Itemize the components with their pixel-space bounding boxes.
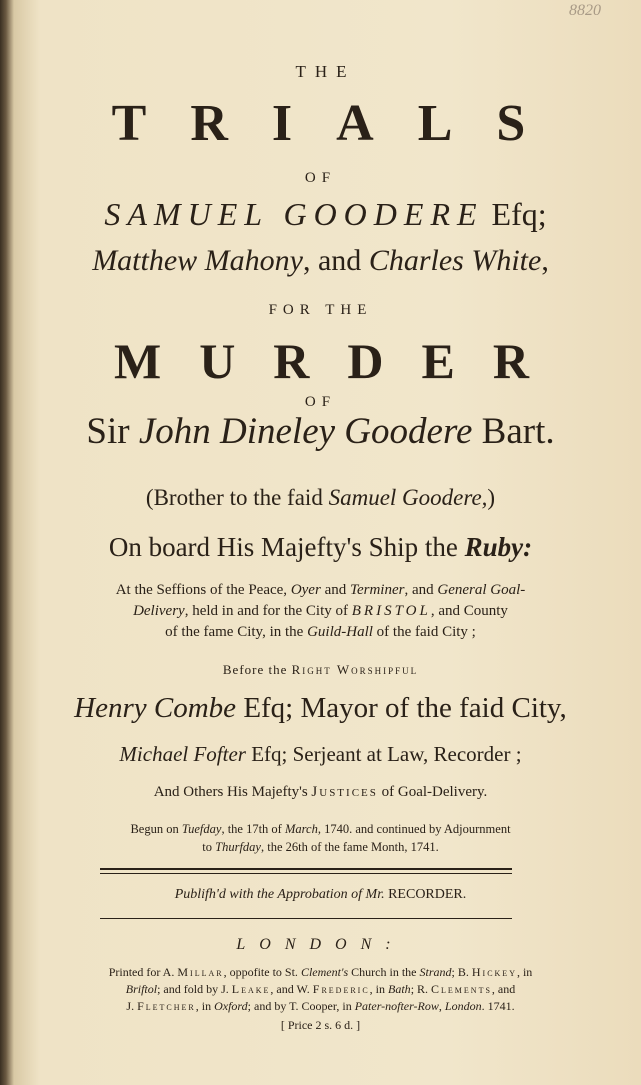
text: , and	[404, 582, 438, 598]
text: March	[284, 822, 318, 836]
brother-line	[0, 485, 641, 511]
text: , and W.	[270, 982, 313, 996]
text: Delivery	[133, 603, 185, 619]
text: Printed for A.	[108, 965, 178, 979]
text: Guild-Hall	[307, 624, 373, 640]
defendant-name: SAMUEL GOODERE	[104, 196, 484, 232]
text: Strand	[419, 965, 452, 979]
text: At the Seffions of the Peace,	[115, 582, 291, 598]
text: General Goal-	[437, 582, 526, 598]
mayor-title: Efq; Mayor of the faid City,	[236, 692, 567, 724]
title-of-2: OF	[304, 394, 337, 410]
single-rule	[100, 918, 512, 919]
text: Millar	[177, 965, 224, 979]
title-murder: MURDER	[114, 333, 567, 389]
approbation-line	[0, 887, 641, 903]
title-for-the: FOR THE	[268, 302, 373, 318]
imprint-line-1	[0, 964, 641, 981]
text: Publifh'd with the Approbation of Mr.	[174, 887, 385, 902]
imprint-line-3	[0, 998, 641, 1015]
brother-text: (Brother to the faid	[145, 485, 329, 510]
victim-name: John Dineley Goodere	[138, 411, 473, 452]
victim-suffix: Bart.	[472, 411, 555, 452]
text: ; and by T. Cooper, in	[247, 999, 355, 1013]
session-line-1	[0, 580, 641, 601]
text: London	[444, 999, 482, 1013]
recorder-name: Michael Fofter	[119, 742, 246, 766]
brother-name: Samuel Goodere,	[328, 485, 488, 510]
text: . 1741.	[481, 999, 515, 1013]
text: of the fame City, in the	[165, 624, 308, 640]
text: , and	[491, 982, 516, 996]
right-worshipful: Right Worshipful	[291, 662, 419, 677]
text: J.	[126, 999, 138, 1013]
text: , in	[516, 965, 533, 979]
justices: Justices	[311, 784, 378, 800]
victim-line	[0, 410, 641, 453]
imprint-city: LONDON:	[236, 936, 405, 953]
double-rule-top	[100, 868, 512, 870]
text: Fletcher	[137, 999, 196, 1013]
text: ; B.	[451, 965, 472, 979]
co-defendants	[0, 244, 641, 278]
recorder-line	[0, 742, 641, 767]
title-of-1: OF	[304, 170, 337, 186]
text: , 1740. and continued by Adjournment	[317, 822, 511, 836]
conjunction: , and	[302, 244, 369, 277]
text: , and County	[430, 603, 508, 619]
text: ,	[438, 999, 445, 1013]
title-the: THE	[295, 62, 356, 81]
text: , the 26th of the fame Month, 1741.	[260, 840, 439, 854]
text: of the faid City ;	[372, 624, 476, 640]
title-trials: TRIALS	[111, 95, 570, 152]
text: ; R.	[410, 982, 432, 996]
text: Hickey	[471, 965, 517, 979]
recorder-title: Efq; Serjeant at Law, Recorder ;	[245, 742, 522, 766]
text: Bath	[388, 982, 411, 996]
text: , held in and for the City of	[184, 603, 352, 619]
text: , oppofite to St.	[223, 965, 301, 979]
session-line-2	[0, 601, 641, 622]
co-defendant-2: Charles White	[368, 244, 542, 277]
text: , the 17th of	[221, 822, 285, 836]
victim-prefix: Sir	[86, 411, 139, 452]
text: And Others His Majefty's	[153, 784, 312, 800]
text: Frederic	[312, 982, 370, 996]
text: to	[202, 840, 216, 854]
dates-line-2	[0, 838, 641, 856]
text: Tuefday	[181, 822, 222, 836]
text: Church in the	[348, 965, 420, 979]
text: Begun on	[130, 822, 182, 836]
text: Clement's	[300, 965, 349, 979]
double-rule-bottom	[100, 873, 512, 874]
text: Pater-nofter-Row	[354, 999, 439, 1013]
imprint-paragraph	[0, 964, 641, 1015]
justices-line	[0, 784, 641, 801]
before-line	[0, 662, 641, 678]
text: Oyer	[290, 582, 321, 598]
text: Before the	[222, 662, 292, 677]
manuscript-note: 8820	[569, 2, 601, 19]
brother-close: )	[487, 485, 496, 510]
city-bristol: BRISTOL	[351, 603, 431, 619]
text: Thurfday	[215, 840, 261, 854]
defendant-suffix: Efq;	[483, 196, 547, 232]
dates-paragraph	[0, 820, 641, 856]
text: ; and fold by J.	[157, 982, 232, 996]
session-line-3	[0, 622, 641, 643]
dates-line-1	[0, 820, 641, 838]
ship-text: On board His Majefty's Ship the	[108, 532, 465, 562]
text: Clements	[431, 982, 492, 996]
recorder-caps: RECORDER.	[384, 887, 467, 902]
text: Oxford	[214, 999, 248, 1013]
comma: ,	[541, 244, 549, 277]
text: Briftol	[125, 982, 158, 996]
text: Terminer	[349, 582, 405, 598]
imprint-line-2	[0, 981, 641, 998]
defendant-samuel-goodere	[0, 196, 641, 233]
mayor-name: Henry Combe	[74, 692, 237, 724]
text: Leake	[231, 982, 271, 996]
ship-line	[0, 532, 641, 563]
text: , in	[195, 999, 215, 1013]
text: and	[320, 582, 350, 598]
ship-name: Ruby:	[464, 532, 533, 562]
text: , in	[369, 982, 389, 996]
mayor-line	[0, 692, 641, 725]
price-line: [ Price 2 s. 6 d. ]	[280, 1018, 361, 1032]
co-defendant-1: Matthew Mahony	[92, 244, 303, 277]
text: of Goal-Delivery.	[377, 784, 488, 800]
session-paragraph	[0, 580, 641, 643]
